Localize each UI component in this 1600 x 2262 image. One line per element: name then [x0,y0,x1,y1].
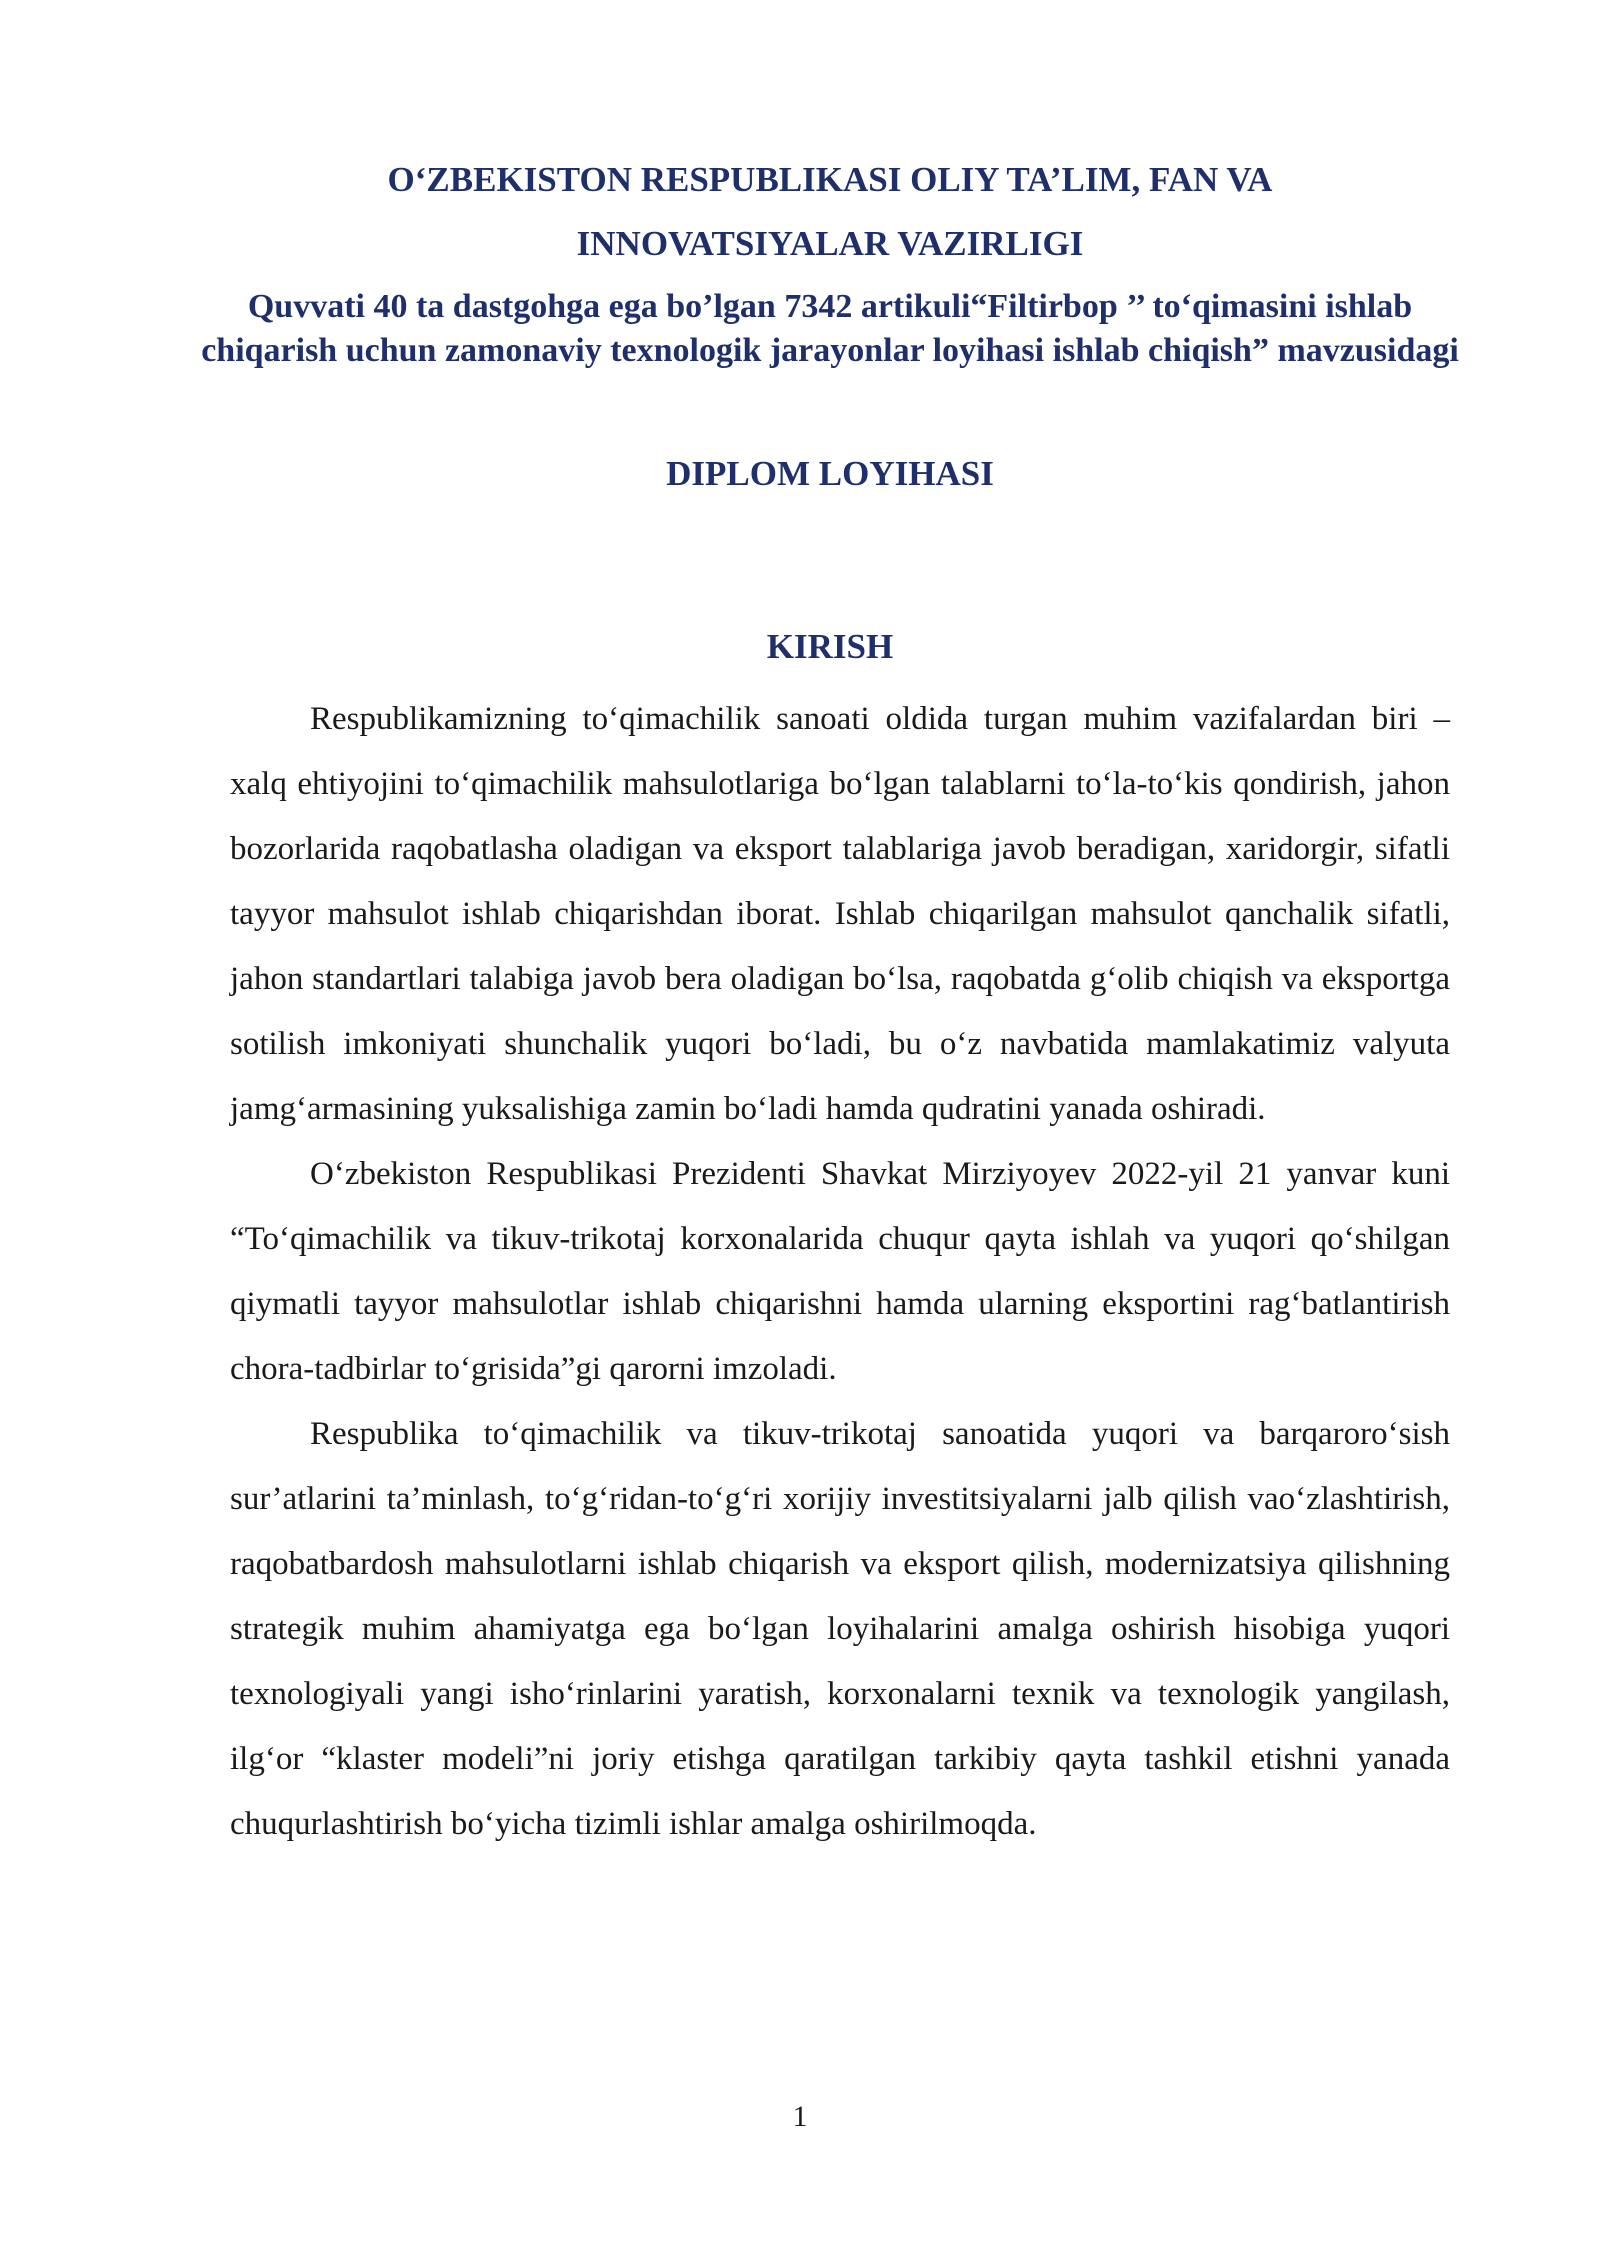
body-paragraph-1: Respublikamizning to‘qimachilik sanoati oldida turgan muhim vazifalardan biri – xalq ehtiyojini to‘qimachilik mahsulotlariga bo‘lgan talablarni to‘la-to‘kis qondirish, jahon bozorlarida raqobatlasha oladigan va eksport talablariga javob beradigan, xaridorgir, sifatli tayyor mahsulot ishlab chiqarishdan iborat. Ishlab chiqarilgan mahsulot qanchalik sifatli, jahon standartlari talabiga javob bera oladigan bo‘lsa, raqobatda g‘olib chiqish va eksportga sotilish imkoniyati shunchalik yuqori bo‘ladi, bu o‘z navbatida mamlakatimiz valyuta jamg‘armasining yuksalishiga zamin bo‘ladi hamda qudratini yanada oshiradi. [230,701,1450,1127]
section-title: KIRISH [766,627,894,666]
ministry-title-line-2: INNOVATSIYALAR VAZIRLIGI [576,224,1084,263]
body-paragraph-3: Respublika to‘qimachilik va tikuv-trikotaj sanoatida yuqori va barqaroro‘sish sur’atlarini ta’minlash, to‘g‘ridan-to‘g‘ri xorijiy investitsiyalarni jalb qilish vao‘zlashtirish, raqobatbardosh mahsulotlarni ishlab chiqarish va eksport qilish, modernizatsiya qilishning strategik muhim ahamiyatga ega bo‘lgan loyihalarini amalga oshirish hisobiga yuqori texnologiyali yangi isho‘rinlarini yaratish, korxonalarni texnik va texnologik yangilash, ilg‘or “klaster modeli”ni joriy etishga qaratilgan tarkibiy qayta tashkil etishni yanada chuqurlashtirish bo‘yicha tizimli ishlar amalga oshirilmoqda. [230,1416,1450,1842]
thesis-topic: Quvvati 40 ta dastgohga ega bo’lgan 7342 artikuli“Filtirbop ’’ to‘qimasini ishlab chiqarish uchun zamonaviy texnologik jarayonlar loyihasi ishlab chiqish” mavzusidagi [201,288,1459,369]
ministry-title [180,148,1480,276]
document-type-title: DIPLOM LOYIHASI [666,454,994,493]
ministry-title-line-1: O‘ZBEKISTON RESPUBLIKASI OLIY TA’LIM, FAN VA [387,160,1273,199]
section-body [230,687,1450,1857]
body-paragraph-2: O‘zbekiston Respublikasi Prezidenti Shavkat Mirziyoyev 2022-yil 21 yanvar kuni “To‘qimachilik va tikuv-trikotaj korxonalarida chuqur qayta ishlah va yuqori qo‘shilgan qiymatli tayyor mahsulotlar ishlab chiqarishni hamda ularning eksportini rag‘batlantirish chora-tadbirlar to‘grisida”gi qarorni imzoladi. [230,1156,1450,1387]
page-number: 1 [792,2100,808,2133]
